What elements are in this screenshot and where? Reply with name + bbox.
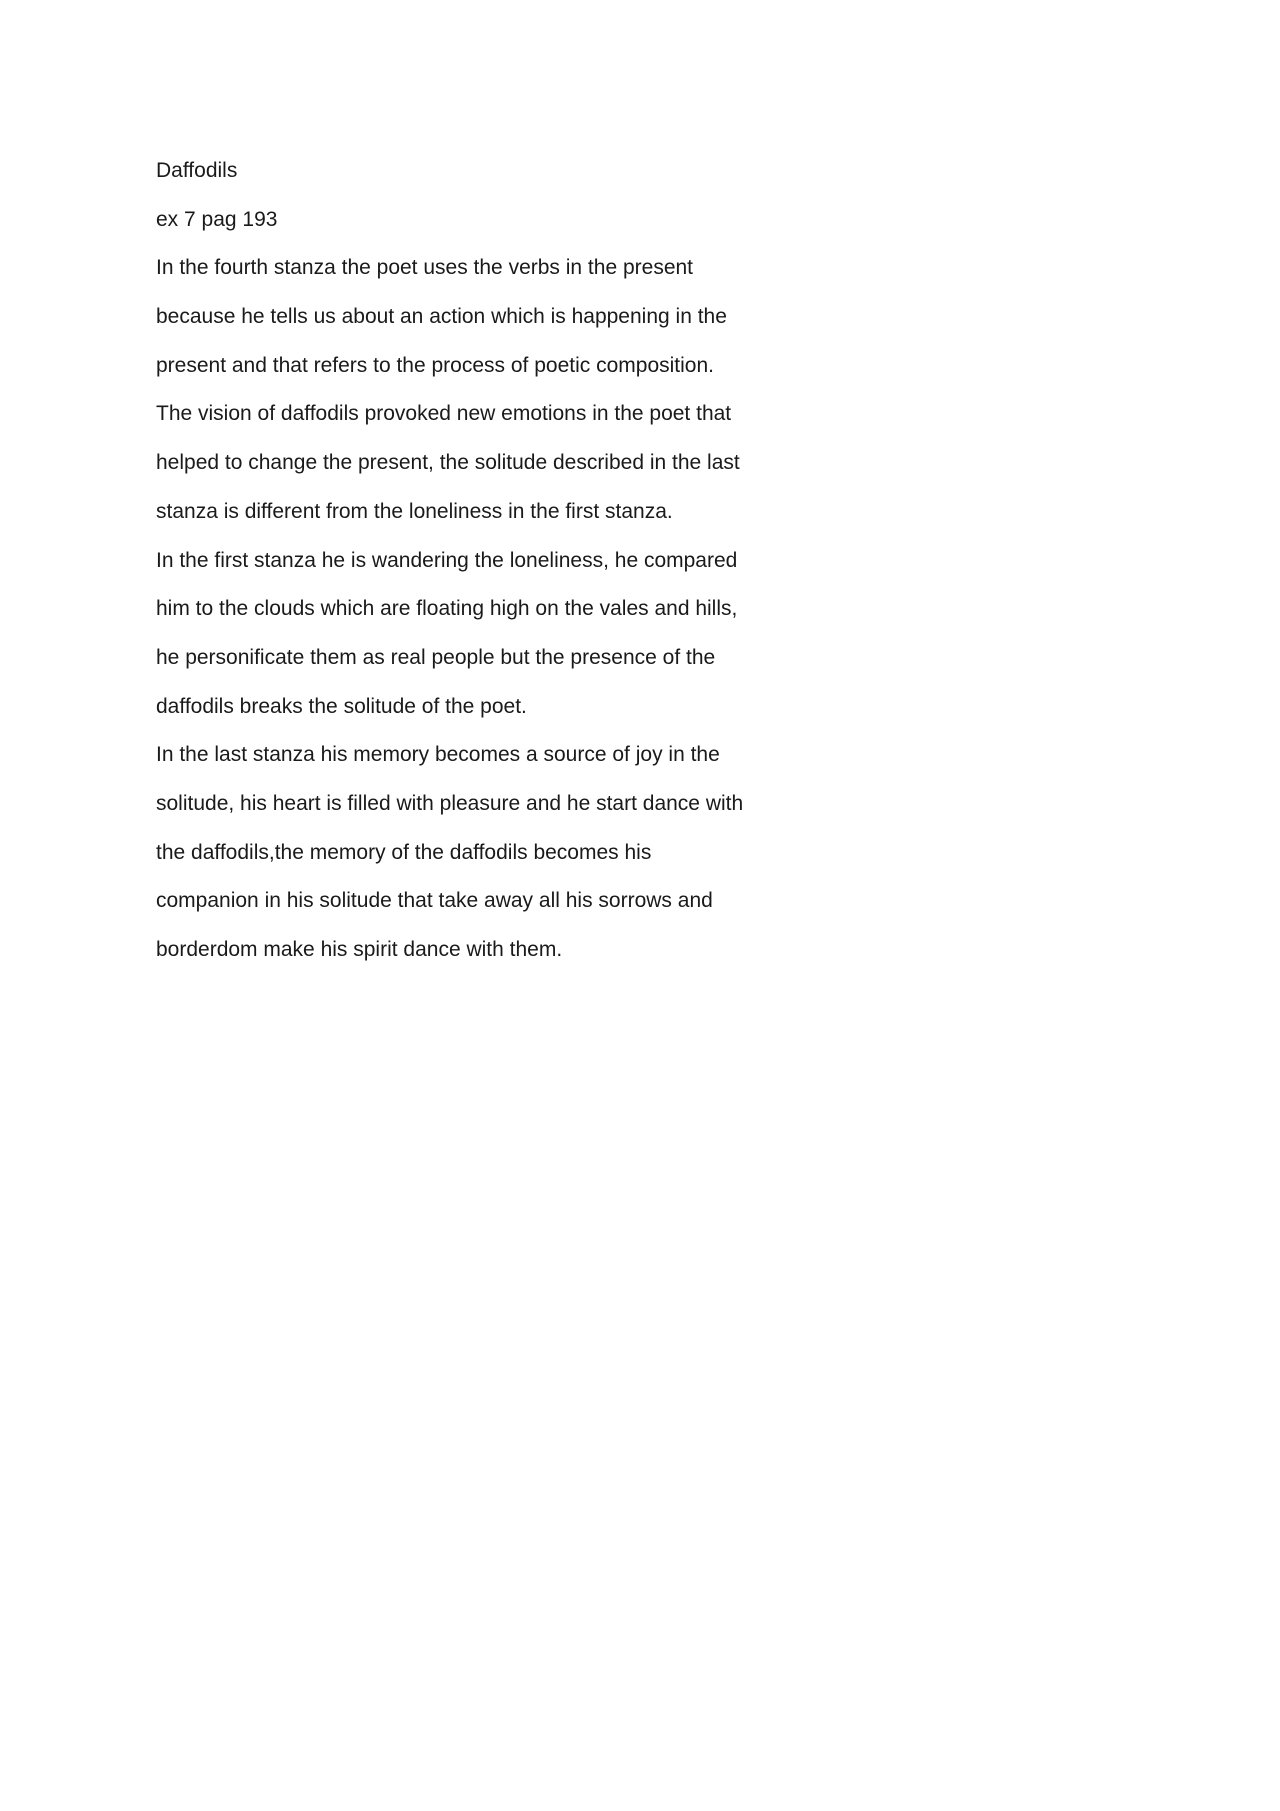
- text-line: The vision of daffodils provoked new emotions in the poet that: [156, 402, 732, 426]
- text-line: the daffodils,the memory of the daffodils becomes his: [156, 840, 652, 864]
- text-line: companion in his solitude that take away all his sorrows and: [156, 889, 713, 913]
- text-line: In the fourth stanza the poet uses the verbs in the present: [156, 256, 694, 280]
- text-line: him to the clouds which are floating high on the vales and hills,: [156, 597, 738, 621]
- text-line: he personificate them as real people but the presence of the: [156, 645, 716, 669]
- document-body: [156, 147, 876, 975]
- text-line: present and that refers to the process of poetic composition.: [156, 353, 714, 377]
- text-line: In the last stanza his memory becomes a source of joy in the: [156, 743, 720, 767]
- text-line: borderdom make his spirit dance with them.: [156, 938, 563, 961]
- text-line: stanza is different from the loneliness in the first stanza.: [156, 499, 673, 523]
- text-line: solitude, his heart is filled with pleasure and he start dance with: [156, 791, 744, 815]
- text-line: because he tells us about an action which is happening in the: [156, 305, 727, 329]
- text-line: In the first stanza he is wandering the loneliness, he compared: [156, 548, 738, 572]
- document-title: Daffodils: [156, 159, 238, 182]
- document-subtitle: ex 7 pag 193: [156, 207, 278, 231]
- text-line: helped to change the present, the solitude described in the last: [156, 451, 740, 475]
- text-line: daffodils breaks the solitude of the poet.: [156, 694, 527, 718]
